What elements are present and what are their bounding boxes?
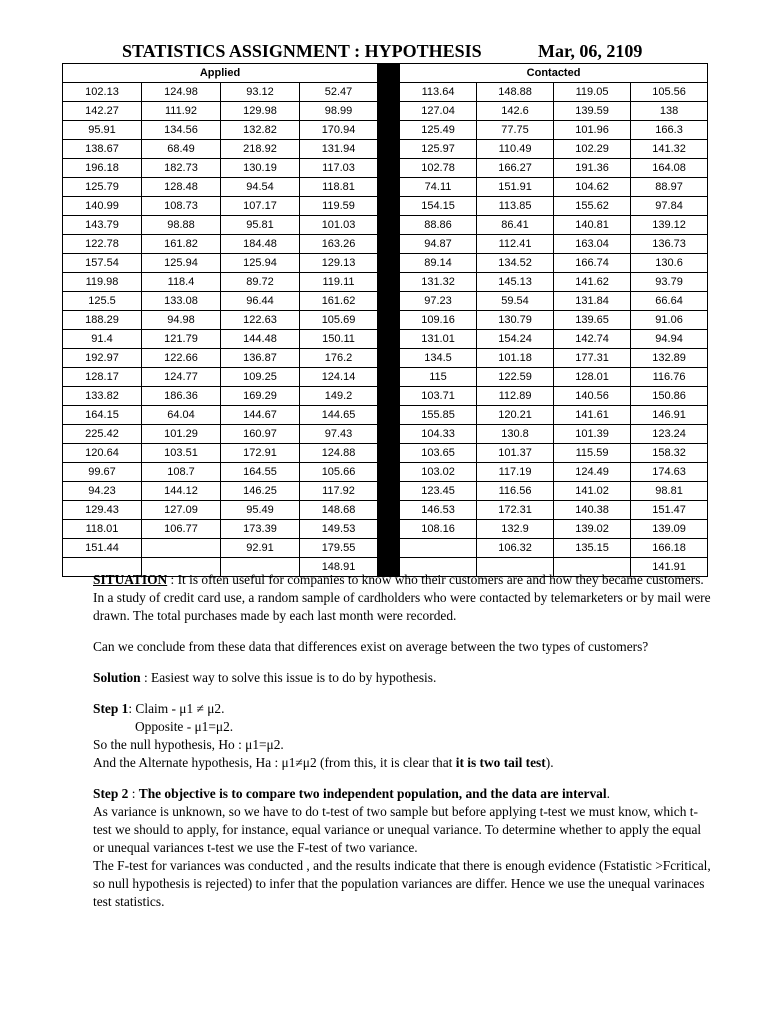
table-row <box>63 83 708 102</box>
table-cell: 105.56 <box>631 83 708 102</box>
table-cell: 141.02 <box>554 482 631 501</box>
table-separator <box>378 216 400 235</box>
group-header-contacted: Contacted <box>400 64 708 83</box>
table-cell: 160.97 <box>221 425 300 444</box>
table-cell: 124.77 <box>142 368 221 387</box>
table-cell: 94.87 <box>400 235 477 254</box>
table-cell: 151.91 <box>477 178 554 197</box>
table-cell: 119.59 <box>300 197 378 216</box>
table-cell: 144.12 <box>142 482 221 501</box>
table-cell: 141.62 <box>554 273 631 292</box>
table-cell: 93.12 <box>221 83 300 102</box>
table-cell: 108.16 <box>400 520 477 539</box>
table-cell: 196.18 <box>63 159 142 178</box>
table-cell: 158.32 <box>631 444 708 463</box>
table-cell: 146.91 <box>631 406 708 425</box>
table-cell: 95.49 <box>221 501 300 520</box>
table-separator <box>378 121 400 140</box>
table-cell: 163.26 <box>300 235 378 254</box>
table-cell: 59.54 <box>477 292 554 311</box>
table-separator <box>378 83 400 102</box>
table-cell: 125.79 <box>63 178 142 197</box>
table-cell: 128.48 <box>142 178 221 197</box>
situation-paragraph <box>93 571 715 625</box>
table-cell: 103.51 <box>142 444 221 463</box>
table-cell: 146.25 <box>221 482 300 501</box>
table-cell: 140.38 <box>554 501 631 520</box>
table-cell <box>142 539 221 558</box>
table-separator <box>378 387 400 406</box>
table-separator <box>378 311 400 330</box>
table-row <box>63 330 708 349</box>
table-cell: 119.05 <box>554 83 631 102</box>
question-paragraph: Can we conclude from these data that differences exist on average between the two types of customers? <box>93 639 649 654</box>
table-cell: 169.29 <box>221 387 300 406</box>
step2-body-2: The F-test for variances was conducted , and the results indicate that there is enough evidence (Fstatistic >Fcritical, so null hypothesis is rejected) to infer that the population variances are differ. Hence we use the unequal varinaces test statistics. <box>93 858 711 909</box>
table-cell: 110.49 <box>477 140 554 159</box>
table-separator <box>378 197 400 216</box>
table-cell: 150.86 <box>631 387 708 406</box>
table-cell: 104.62 <box>554 178 631 197</box>
table-cell: 124.88 <box>300 444 378 463</box>
table-cell: 121.79 <box>142 330 221 349</box>
table-cell: 92.91 <box>221 539 300 558</box>
table-separator <box>378 292 400 311</box>
table-cell: 89.14 <box>400 254 477 273</box>
table-cell: 108.73 <box>142 197 221 216</box>
step2-heading-line <box>93 785 715 803</box>
table-separator <box>378 140 400 159</box>
table-cell: 132.82 <box>221 121 300 140</box>
step1-alt-pre: And the Alternate hypothesis, Ha : μ1≠μ2 (from this, it is clear that <box>93 755 456 770</box>
table-separator <box>378 520 400 539</box>
data-table <box>62 63 708 577</box>
page-header <box>0 41 768 65</box>
table-cell: 127.04 <box>400 102 477 121</box>
table-cell: 129.13 <box>300 254 378 273</box>
table-separator <box>378 178 400 197</box>
table-cell: 68.49 <box>142 140 221 159</box>
table-cell: 93.79 <box>631 273 708 292</box>
table-cell: 146.53 <box>400 501 477 520</box>
table-row <box>63 292 708 311</box>
table-separator <box>378 406 400 425</box>
table-cell: 64.04 <box>142 406 221 425</box>
table-row <box>63 254 708 273</box>
table-row <box>63 368 708 387</box>
table-cell: 122.59 <box>477 368 554 387</box>
table-cell: 134.52 <box>477 254 554 273</box>
table-cell: 116.76 <box>631 368 708 387</box>
table-cell: 94.23 <box>63 482 142 501</box>
table-row <box>63 539 708 558</box>
table-cell: 118.01 <box>63 520 142 539</box>
table-row <box>63 387 708 406</box>
table-cell: 124.14 <box>300 368 378 387</box>
table-cell: 130.79 <box>477 311 554 330</box>
table-cell: 125.94 <box>221 254 300 273</box>
table-cell: 98.99 <box>300 102 378 121</box>
step1-opposite: Opposite - μ1=μ2. <box>135 719 234 734</box>
table-cell: 144.67 <box>221 406 300 425</box>
table-cell: 132.89 <box>631 349 708 368</box>
table-cell: 142.74 <box>554 330 631 349</box>
table-cell: 89.72 <box>221 273 300 292</box>
table-cell: 134.56 <box>142 121 221 140</box>
table-cell: 140.99 <box>63 197 142 216</box>
table-cell: 101.18 <box>477 349 554 368</box>
table-cell: 151.47 <box>631 501 708 520</box>
table-row <box>63 444 708 463</box>
table-separator <box>378 368 400 387</box>
table-cell: 125.5 <box>63 292 142 311</box>
table-cell: 139.65 <box>554 311 631 330</box>
table-cell: 173.39 <box>221 520 300 539</box>
table-cell: 91.4 <box>63 330 142 349</box>
table-cell: 77.75 <box>477 121 554 140</box>
table-cell: 99.67 <box>63 463 142 482</box>
table-cell: 148.91 <box>300 558 378 577</box>
table-cell: 115 <box>400 368 477 387</box>
table-cell: 102.78 <box>400 159 477 178</box>
table-separator <box>378 463 400 482</box>
table-cell: 103.65 <box>400 444 477 463</box>
table-separator <box>378 425 400 444</box>
table-cell: 192.97 <box>63 349 142 368</box>
table-cell: 144.65 <box>300 406 378 425</box>
table-cell: 117.03 <box>300 159 378 178</box>
table-row <box>63 197 708 216</box>
table-cell: 143.79 <box>63 216 142 235</box>
table-cell: 164.15 <box>63 406 142 425</box>
table-cell: 166.27 <box>477 159 554 178</box>
table-cell: 91.06 <box>631 311 708 330</box>
table-cell: 131.84 <box>554 292 631 311</box>
table-separator <box>378 330 400 349</box>
table-row <box>63 216 708 235</box>
table-cell: 123.24 <box>631 425 708 444</box>
body-text <box>93 571 715 911</box>
table-separator <box>378 482 400 501</box>
table-cell: 139.02 <box>554 520 631 539</box>
table-cell: 184.48 <box>221 235 300 254</box>
table-cell: 94.94 <box>631 330 708 349</box>
table-cell: 106.77 <box>142 520 221 539</box>
table-cell: 155.62 <box>554 197 631 216</box>
table-cell: 154.15 <box>400 197 477 216</box>
table-separator <box>378 501 400 520</box>
table-cell: 170.94 <box>300 121 378 140</box>
table-cell: 119.98 <box>63 273 142 292</box>
table-cell: 124.49 <box>554 463 631 482</box>
table-cell: 172.31 <box>477 501 554 520</box>
table-cell: 94.54 <box>221 178 300 197</box>
table-cell: 112.41 <box>477 235 554 254</box>
table-row <box>63 102 708 121</box>
table-cell: 66.64 <box>631 292 708 311</box>
situation-label: SITUATION <box>93 572 168 587</box>
table-cell <box>400 539 477 558</box>
step1-alt-bold: it is two tail test <box>455 755 546 770</box>
table-cell: 155.85 <box>400 406 477 425</box>
step1-alt-line <box>93 754 715 772</box>
table-cell: 142.27 <box>63 102 142 121</box>
table-cell: 97.23 <box>400 292 477 311</box>
table-cell: 115.59 <box>554 444 631 463</box>
table-cell: 134.5 <box>400 349 477 368</box>
table-cell: 151.44 <box>63 539 142 558</box>
step2-dot: . <box>606 786 610 801</box>
table-cell: 94.98 <box>142 311 221 330</box>
table-cell: 139.09 <box>631 520 708 539</box>
table-separator <box>378 349 400 368</box>
table-cell: 107.17 <box>221 197 300 216</box>
table-cell: 131.01 <box>400 330 477 349</box>
table-cell: 144.48 <box>221 330 300 349</box>
table-cell: 102.29 <box>554 140 631 159</box>
table-cell: 96.44 <box>221 292 300 311</box>
table-cell: 133.82 <box>63 387 142 406</box>
table-cell: 140.81 <box>554 216 631 235</box>
table-cell: 154.24 <box>477 330 554 349</box>
step2-objective: The objective is to compare two independent population, and the data are interval <box>138 786 607 801</box>
table-cell: 101.37 <box>477 444 554 463</box>
table-cell: 119.11 <box>300 273 378 292</box>
table-cell: 141.91 <box>631 558 708 577</box>
table-row <box>63 235 708 254</box>
table-cell: 225.42 <box>63 425 142 444</box>
table-cell: 118.4 <box>142 273 221 292</box>
table-cell: 52.47 <box>300 83 378 102</box>
table-cell: 163.04 <box>554 235 631 254</box>
table-cell: 109.16 <box>400 311 477 330</box>
table-cell: 101.96 <box>554 121 631 140</box>
table-row <box>63 121 708 140</box>
table-cell: 101.39 <box>554 425 631 444</box>
table-cell: 218.92 <box>221 140 300 159</box>
table-cell: 166.18 <box>631 539 708 558</box>
solution-body: : Easiest way to solve this issue is to do by hypothesis. <box>140 670 437 685</box>
table-cell: 139.12 <box>631 216 708 235</box>
table-cell: 129.98 <box>221 102 300 121</box>
table-cell: 124.98 <box>142 83 221 102</box>
table-cell: 113.64 <box>400 83 477 102</box>
table-cell: 188.29 <box>63 311 142 330</box>
table-cell: 125.97 <box>400 140 477 159</box>
table-cell: 116.56 <box>477 482 554 501</box>
table-row <box>63 463 708 482</box>
table-cell: 118.81 <box>300 178 378 197</box>
step1-alt-post: ). <box>545 755 554 770</box>
table-cell: 108.7 <box>142 463 221 482</box>
table-cell: 120.64 <box>63 444 142 463</box>
table-separator <box>378 254 400 273</box>
table-cell: 120.21 <box>477 406 554 425</box>
table-cell: 130.19 <box>221 159 300 178</box>
table-cell: 130.8 <box>477 425 554 444</box>
step2-sep: : <box>128 786 139 801</box>
table-cell: 166.3 <box>631 121 708 140</box>
table-cell: 105.66 <box>300 463 378 482</box>
table-cell: 127.09 <box>142 501 221 520</box>
step1-null: So the null hypothesis, Ho : μ1=μ2. <box>93 737 284 752</box>
table-cell: 117.92 <box>300 482 378 501</box>
table-separator <box>378 539 400 558</box>
table-cell: 149.2 <box>300 387 378 406</box>
table-cell: 166.74 <box>554 254 631 273</box>
table-row <box>63 140 708 159</box>
table-separator <box>378 159 400 178</box>
table-cell: 128.17 <box>63 368 142 387</box>
table-cell: 113.85 <box>477 197 554 216</box>
table-cell: 142.6 <box>477 102 554 121</box>
table-cell: 141.32 <box>631 140 708 159</box>
table-row <box>63 349 708 368</box>
table-cell: 106.32 <box>477 539 554 558</box>
table-separator <box>378 102 400 121</box>
table-cell: 131.94 <box>300 140 378 159</box>
table-cell: 157.54 <box>63 254 142 273</box>
table-separator <box>378 444 400 463</box>
table-cell: 95.81 <box>221 216 300 235</box>
step2-body-1: As variance is unknown, so we have to do t-test of two sample but before applying t-test we must know, which t- test we should to apply, for instance, equal variance or unequal variance. To determine whether to apply the equal or unequal variances t-test we use the F-test of two variance. <box>93 804 702 855</box>
table-cell: 104.33 <box>400 425 477 444</box>
table-cell: 129.43 <box>63 501 142 520</box>
table-cell: 97.43 <box>300 425 378 444</box>
table-cell: 135.15 <box>554 539 631 558</box>
table-row <box>63 501 708 520</box>
step1-label: Step 1 <box>93 701 129 716</box>
table-cell: 139.59 <box>554 102 631 121</box>
table-cell: 164.08 <box>631 159 708 178</box>
table-cell: 74.11 <box>400 178 477 197</box>
table-cell: 172.91 <box>221 444 300 463</box>
table-cell: 102.13 <box>63 83 142 102</box>
table-cell: 186.36 <box>142 387 221 406</box>
table-cell: 138.67 <box>63 140 142 159</box>
table-cell: 101.03 <box>300 216 378 235</box>
table-cell: 130.6 <box>631 254 708 273</box>
table-row <box>63 406 708 425</box>
step2-label: Step 2 <box>93 786 129 801</box>
table-cell: 111.92 <box>142 102 221 121</box>
solution-label: Solution <box>93 670 141 685</box>
table-cell: 125.94 <box>142 254 221 273</box>
table-cell: 101.29 <box>142 425 221 444</box>
table-cell: 112.89 <box>477 387 554 406</box>
table-cell: 88.97 <box>631 178 708 197</box>
step1-claim-line <box>93 700 715 718</box>
page-title: STATISTICS ASSIGNMENT : HYPOTHESIS <box>122 41 482 61</box>
table-cell: 138 <box>631 102 708 121</box>
table-separator <box>378 64 400 83</box>
solution-paragraph <box>93 669 715 687</box>
table-cell: 95.91 <box>63 121 142 140</box>
table-cell: 136.87 <box>221 349 300 368</box>
table-cell: 122.78 <box>63 235 142 254</box>
table-cell: 145.13 <box>477 273 554 292</box>
table-cell: 174.63 <box>631 463 708 482</box>
table-cell: 97.84 <box>631 197 708 216</box>
table-cell: 103.71 <box>400 387 477 406</box>
group-header-applied: Applied <box>63 64 378 83</box>
table-cell: 132.9 <box>477 520 554 539</box>
table-group-header-row <box>63 64 708 83</box>
table-cell: 128.01 <box>554 368 631 387</box>
table-cell: 98.88 <box>142 216 221 235</box>
table-cell: 109.25 <box>221 368 300 387</box>
table-cell: 161.82 <box>142 235 221 254</box>
table-cell: 122.63 <box>221 311 300 330</box>
table-cell: 150.11 <box>300 330 378 349</box>
table-cell: 177.31 <box>554 349 631 368</box>
table-cell: 136.73 <box>631 235 708 254</box>
table-row <box>63 482 708 501</box>
table-row <box>63 520 708 539</box>
table-cell: 131.32 <box>400 273 477 292</box>
table-separator <box>378 235 400 254</box>
table-row <box>63 159 708 178</box>
table-cell: 140.56 <box>554 387 631 406</box>
table-cell: 164.55 <box>221 463 300 482</box>
table-cell: 148.68 <box>300 501 378 520</box>
table-cell: 125.49 <box>400 121 477 140</box>
table-cell: 191.36 <box>554 159 631 178</box>
table-cell: 103.02 <box>400 463 477 482</box>
table-row <box>63 311 708 330</box>
step1-claim: : Claim - μ1 ≠ μ2. <box>128 701 225 716</box>
table-cell: 149.53 <box>300 520 378 539</box>
table-cell: 123.45 <box>400 482 477 501</box>
table-row <box>63 178 708 197</box>
situation-body: : It is often useful for companies to know who their customers are and how they became customers. In a study of credit card use, a random sample of cardholders who were contacted by telemarketers or by mail were drawn. The total purchases made by each last month were recorded. <box>93 572 711 623</box>
table-cell: 161.62 <box>300 292 378 311</box>
table-cell: 98.81 <box>631 482 708 501</box>
table-separator <box>378 273 400 292</box>
table-cell: 133.08 <box>142 292 221 311</box>
table-cell: 86.41 <box>477 216 554 235</box>
table-cell: 148.88 <box>477 83 554 102</box>
table-row <box>63 273 708 292</box>
table-cell: 105.69 <box>300 311 378 330</box>
table-body <box>63 83 708 577</box>
table-cell: 88.86 <box>400 216 477 235</box>
table-cell: 122.66 <box>142 349 221 368</box>
table-cell: 179.55 <box>300 539 378 558</box>
table-cell: 182.73 <box>142 159 221 178</box>
page-date: Mar, 06, 2109 <box>538 41 643 61</box>
table-row <box>63 425 708 444</box>
table-cell: 141.61 <box>554 406 631 425</box>
table-cell: 117.19 <box>477 463 554 482</box>
table-cell: 176.2 <box>300 349 378 368</box>
